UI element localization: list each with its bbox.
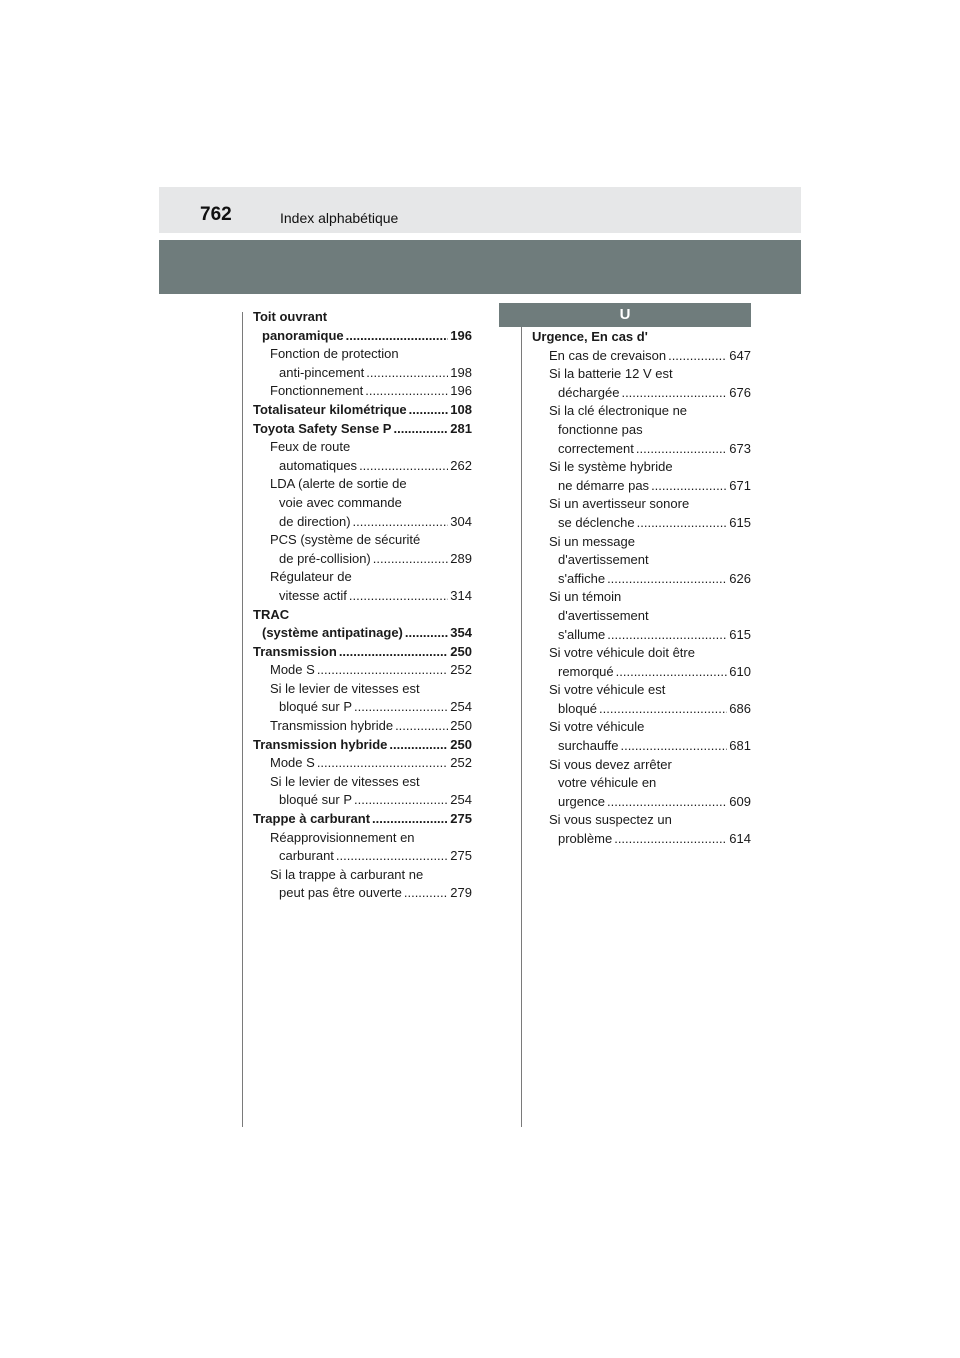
entry-line	[270, 884, 472, 903]
entry-text: Totalisateur kilométrique	[253, 401, 407, 417]
dot-leader	[317, 754, 448, 773]
index-subentry	[532, 718, 751, 755]
entry-text: urgence	[558, 793, 605, 809]
page-number: 762	[200, 204, 232, 225]
dot-leader	[607, 570, 727, 589]
entry-line	[253, 327, 472, 346]
entry-text: de direction)	[279, 513, 351, 529]
entry-text: voie avec commande	[279, 494, 402, 510]
dot-leader	[607, 793, 727, 812]
entry-line	[253, 624, 472, 643]
entry-line	[549, 440, 751, 459]
page-reference: 610	[729, 663, 751, 679]
dot-leader	[405, 624, 448, 643]
entry-text: fonctionne pas	[558, 421, 643, 437]
entry-text: (système antipatinage)	[262, 625, 403, 641]
index-subentry	[253, 717, 472, 736]
entry-text: bloqué	[558, 700, 598, 716]
entry-text: Si le système hybride	[549, 459, 673, 475]
entry-line	[270, 791, 472, 810]
entry-text: Si le levier de vitesses est	[270, 680, 420, 696]
entry-text: Si la clé électronique ne	[549, 403, 688, 419]
dot-leader	[354, 698, 448, 717]
page-reference: 108	[450, 401, 472, 417]
entry-text: Feux de route	[270, 439, 351, 455]
index-subentry	[253, 475, 472, 531]
entry-text: d'avertissement	[558, 607, 649, 623]
page-reference: 614	[729, 831, 751, 847]
page-reference: 279	[450, 885, 472, 901]
entry-text: Urgence, En cas d'	[532, 329, 648, 344]
entry-text: Régulateur de	[270, 569, 352, 585]
index-entry	[253, 736, 472, 755]
entry-line	[270, 457, 472, 476]
entry-text: s'allume	[558, 626, 606, 642]
dot-leader	[373, 550, 449, 569]
page-reference: 196	[450, 383, 472, 399]
page-reference: 198	[450, 364, 472, 380]
entry-line	[270, 698, 472, 717]
index-subentry	[253, 531, 472, 568]
entry-line	[270, 847, 472, 866]
index-subentry	[532, 756, 751, 812]
dot-leader	[336, 847, 448, 866]
dot-leader	[353, 513, 449, 532]
page-reference: 250	[450, 643, 472, 659]
entry-line	[270, 382, 472, 401]
index-subentry	[253, 438, 472, 475]
entry-text: s'affiche	[558, 570, 606, 586]
entry-text: peut pas être ouverte	[279, 885, 402, 901]
entry-line	[549, 347, 751, 366]
entry-line	[270, 513, 472, 532]
entry-text: se déclenche	[558, 514, 635, 530]
entry-text: Si vous devez arrêter	[549, 756, 672, 772]
entry-text: PCS (système de sécurité	[270, 532, 421, 548]
entry-text: vitesse actif	[279, 587, 347, 603]
index-subentry	[253, 568, 472, 605]
page-reference: 275	[450, 811, 472, 827]
entry-text: Transmission hybride	[270, 718, 394, 734]
index-subentry	[253, 866, 472, 903]
entry-text: Si votre véhicule	[549, 719, 645, 735]
page-reference: 275	[450, 848, 472, 864]
entry-text: Si un avertisseur sonore	[549, 496, 690, 512]
entry-line	[549, 514, 751, 533]
index-subentry	[253, 661, 472, 680]
page-reference: 615	[729, 514, 751, 530]
page-reference: 615	[729, 626, 751, 642]
entry-text: Si votre véhicule est	[549, 682, 666, 698]
entry-text: Toyota Safety Sense P	[253, 420, 392, 436]
index-subentry	[253, 773, 472, 810]
entry-line	[253, 401, 472, 420]
index-entry	[253, 420, 472, 439]
page-reference: 196	[450, 327, 472, 343]
entry-text: Fonctionnement	[270, 383, 364, 399]
entry-text: Mode S	[270, 755, 315, 771]
entry-line	[253, 643, 472, 662]
middle-column-rule	[521, 312, 522, 1127]
entry-line	[270, 661, 472, 680]
entry-text: bloqué sur P	[279, 792, 352, 808]
entry-line	[270, 717, 472, 736]
dot-leader	[607, 626, 727, 645]
index-subentry	[253, 345, 472, 382]
dot-leader	[404, 884, 448, 903]
entry-line	[549, 570, 751, 589]
index-subentry	[532, 644, 751, 681]
page-reference: 681	[729, 738, 751, 754]
entry-text: Si un témoin	[549, 589, 622, 605]
page-reference: 304	[450, 513, 472, 529]
page-reference: 673	[729, 440, 751, 456]
dot-leader	[354, 791, 448, 810]
entry-line	[270, 754, 472, 773]
index-entry	[253, 308, 472, 345]
index-subentry	[532, 533, 751, 589]
entry-text: de pré-collision)	[279, 550, 371, 566]
entry-text: problème	[558, 831, 613, 847]
dot-leader	[620, 737, 727, 756]
dot-leader	[651, 477, 727, 496]
dot-leader	[339, 643, 448, 662]
entry-line	[549, 700, 751, 719]
entry-text: correctement	[558, 440, 634, 456]
dot-leader	[599, 700, 727, 719]
entry-text: Si la trappe à carburant ne	[270, 866, 424, 882]
index-subentry	[253, 382, 472, 401]
entry-text: déchargée	[558, 384, 620, 400]
index-subentry	[532, 402, 751, 458]
entry-text: Transmission	[253, 643, 337, 659]
entry-text: carburant	[279, 848, 334, 864]
entry-text: Mode S	[270, 662, 315, 678]
dot-leader	[637, 514, 728, 533]
dot-leader	[349, 587, 448, 606]
index-subentry	[532, 365, 751, 402]
page-reference: 671	[729, 477, 751, 493]
entry-text: bloqué sur P	[279, 699, 352, 715]
dot-leader	[393, 420, 448, 439]
entry-text: Toit ouvrant	[253, 309, 328, 324]
index-entry	[253, 643, 472, 662]
index-entry	[253, 401, 472, 420]
index-subentry	[253, 680, 472, 717]
dot-leader	[668, 347, 727, 366]
index-entry	[532, 328, 751, 347]
entry-text: Trappe à carburant	[253, 811, 371, 827]
index-entry	[253, 810, 472, 829]
entry-line	[549, 737, 751, 756]
entry-text: TRAC	[253, 606, 290, 622]
dot-leader	[317, 661, 448, 680]
entry-line	[549, 477, 751, 496]
page-reference: 281	[450, 420, 472, 436]
index-subentry	[532, 347, 751, 366]
left-index-column	[253, 308, 472, 903]
page-reference: 626	[729, 570, 751, 586]
index-subentry	[532, 588, 751, 644]
entry-line	[253, 736, 472, 755]
entry-line	[549, 384, 751, 403]
entry-line	[549, 663, 751, 682]
entry-text: Si le levier de vitesses est	[270, 773, 420, 789]
dot-leader	[389, 736, 448, 755]
section-band	[159, 240, 801, 294]
page-reference: 254	[450, 792, 472, 808]
dot-leader	[616, 663, 728, 682]
entry-text: Si un message	[549, 533, 635, 549]
entry-line	[549, 830, 751, 849]
page-reference: 676	[729, 384, 751, 400]
index-subentry	[253, 754, 472, 773]
page-reference: 262	[450, 457, 472, 473]
dot-leader	[409, 401, 449, 420]
letter-heading-u: U	[499, 303, 751, 327]
entry-line	[270, 587, 472, 606]
entry-text: automatiques	[279, 457, 358, 473]
page-reference: 289	[450, 550, 472, 566]
page-reference: 686	[729, 700, 751, 716]
dot-leader	[365, 382, 448, 401]
index-subentry	[532, 495, 751, 532]
entry-text: Si la batterie 12 V est	[549, 366, 673, 382]
dot-leader	[395, 717, 448, 736]
page-reference: 354	[450, 625, 472, 641]
page-title: Index alphabétique	[280, 210, 399, 226]
entry-line	[253, 810, 472, 829]
entry-text: remorqué	[558, 663, 614, 679]
dot-leader	[621, 384, 727, 403]
page-header	[159, 187, 801, 233]
index-entry	[253, 606, 472, 643]
entry-text: Si votre véhicule doit être	[549, 645, 695, 661]
page-reference: 254	[450, 699, 472, 715]
page-reference: 252	[450, 662, 472, 678]
dot-leader	[636, 440, 727, 459]
index-subentry	[532, 681, 751, 718]
entry-line	[270, 364, 472, 383]
entry-line	[253, 420, 472, 439]
page-reference: 250	[450, 736, 472, 752]
entry-text: anti-pincement	[279, 364, 365, 380]
entry-text: surchauffe	[558, 738, 619, 754]
page-reference: 314	[450, 587, 472, 603]
entry-text: Fonction de protection	[270, 346, 399, 362]
entry-line	[549, 626, 751, 645]
entry-text: Si vous suspectez un	[549, 812, 672, 828]
entry-text: LDA (alerte de sortie de	[270, 476, 407, 492]
entry-line	[549, 793, 751, 812]
index-subentry	[532, 811, 751, 848]
entry-text: panoramique	[262, 327, 344, 343]
left-column-rule	[242, 312, 243, 1127]
entry-line	[270, 550, 472, 569]
right-index-column	[532, 328, 751, 849]
entry-text: ne démarre pas	[558, 477, 650, 493]
dot-leader	[614, 830, 727, 849]
page-reference: 647	[729, 347, 751, 363]
entry-text: Transmission hybride	[253, 736, 388, 752]
index-subentry	[532, 458, 751, 495]
dot-leader	[359, 457, 448, 476]
entry-text: En cas de crevaison	[549, 347, 667, 363]
entry-text: votre véhicule en	[558, 775, 657, 791]
index-subentry	[253, 829, 472, 866]
dot-leader	[346, 327, 449, 346]
dot-leader	[372, 810, 448, 829]
page-reference: 252	[450, 755, 472, 771]
dot-leader	[366, 364, 448, 383]
entry-text: d'avertissement	[558, 552, 649, 568]
page-reference: 609	[729, 793, 751, 809]
entry-text: Réapprovisionnement en	[270, 829, 415, 845]
page-reference: 250	[450, 718, 472, 734]
